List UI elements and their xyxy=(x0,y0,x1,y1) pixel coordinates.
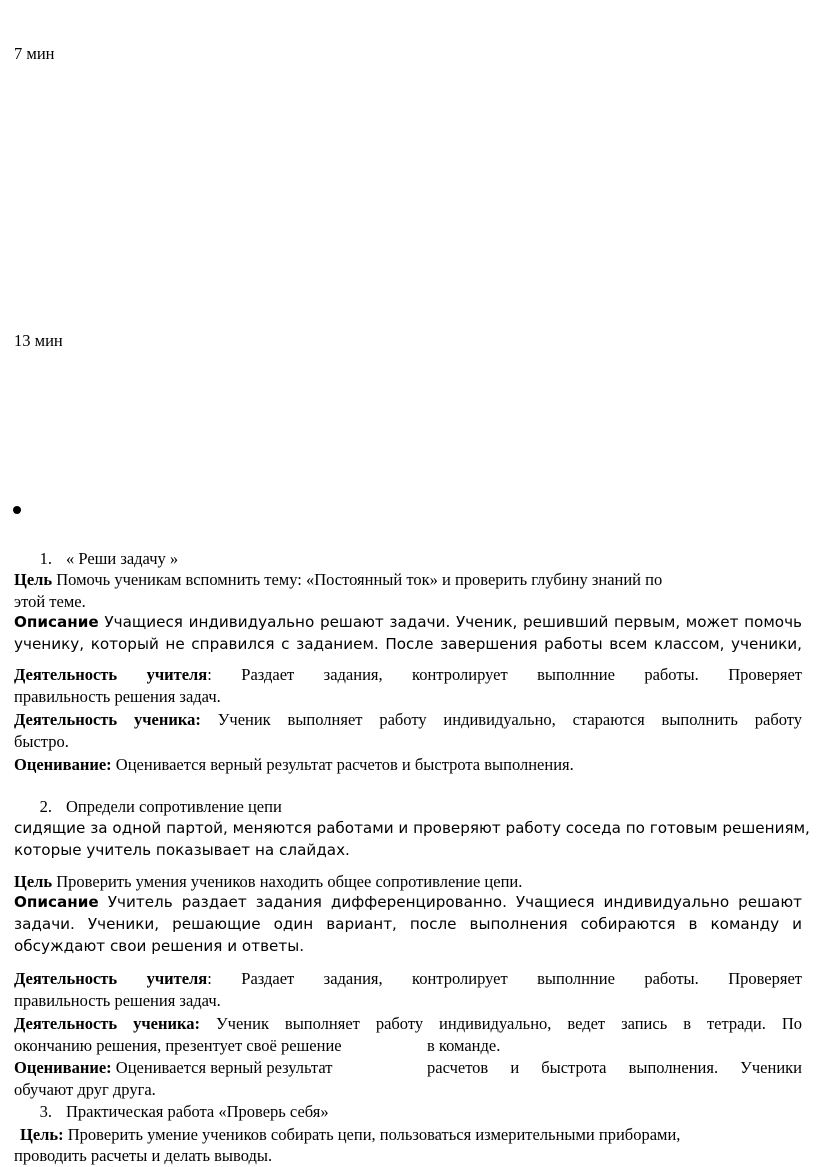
task1-title: « Реши задачу » xyxy=(66,549,179,568)
task2-desc-text: Учитель раздает задания дифференцированно. Учащиеся индивидуально решают xyxy=(98,893,802,911)
task1-desc-label: Описание xyxy=(14,613,99,631)
task2-cont-line1: сидящие за одной партой, меняются работами и проверяют работу соседа по готовым решениям, xyxy=(14,819,810,837)
task3-goal-text: Проверить умение учеников собирать цепи, пользоваться измерительными приборами, xyxy=(63,1125,681,1144)
task1-number: 1. xyxy=(39,549,52,568)
task1-student-line2: быстро. xyxy=(14,732,69,751)
task2-desc-line3: обсуждают свои решения и ответы. xyxy=(14,937,305,955)
task1-goal-line2: этой теме. xyxy=(14,592,86,611)
task2-heading xyxy=(14,796,802,817)
task2-goal-line xyxy=(14,871,802,892)
task1-eval-line xyxy=(14,754,802,775)
task1-teacher-line2: правильность решения задач. xyxy=(14,687,221,706)
task2-student-label: Деятельность ученика: xyxy=(14,1014,200,1033)
task2-student-line1 xyxy=(14,1013,802,1034)
task2-teacher-line1 xyxy=(14,968,802,989)
task2-student-line2 xyxy=(14,1035,802,1056)
task2-desc-line1 xyxy=(14,892,802,913)
task2-student-text-2b: в команде. xyxy=(427,1036,501,1055)
task1-goal-text: Помочь ученикам вспомнить тему: «Постоянный ток» и проверить глубину знаний по xyxy=(52,570,663,589)
task3-number: 3. xyxy=(39,1102,52,1121)
task2-eval-label: Оценивание: xyxy=(14,1058,112,1077)
task1-student-label: Деятельность ученика: xyxy=(14,710,201,729)
task1-desc-line2: ученику, который не справился с заданием. После завершения работы всем классом, ученики, xyxy=(14,635,802,653)
task1-teacher-line1 xyxy=(14,664,802,685)
task2-student-text-2a: окончанию решения, презентует своё решение xyxy=(14,1036,342,1055)
task2-goal-label: Цель xyxy=(14,872,53,891)
task1-student-text: Ученик выполняет работу индивидуально, стараются выполнить работу xyxy=(200,710,802,729)
task1-teacher-text: : Раздает задания, контролирует выполнние работы. Проверяет xyxy=(207,665,802,684)
task3-goal-label: Цель: xyxy=(20,1125,64,1144)
time-label-13: 13 мин xyxy=(14,331,63,350)
task1-eval-label: Оценивание: xyxy=(14,755,112,774)
task1-goal-label: Цель xyxy=(14,570,53,589)
task1-goal-line1 xyxy=(14,569,802,590)
task1-desc-text: Учащиеся индивидуально решают задачи. Ученик, решивший первым, может помочь xyxy=(98,613,802,631)
task3-goal-line1 xyxy=(20,1124,802,1145)
task3-title: Практическая работа «Проверь себя» xyxy=(66,1102,329,1121)
task2-title: Определи сопротивление цепи xyxy=(66,797,282,816)
bullet-marker xyxy=(13,506,21,514)
task2-desc-label: Описание xyxy=(14,893,99,911)
time-label-7: 7 мин xyxy=(14,44,55,63)
task2-teacher-label: Деятельность учителя xyxy=(14,969,208,988)
task2-desc-line2: задачи. Ученики, решающие один вариант, после выполнения собираются в команду и xyxy=(14,915,802,933)
task2-student-text: Ученик выполняет работу индивидуально, ведет запись в тетради. По xyxy=(200,1014,802,1033)
task2-eval-line1 xyxy=(14,1057,802,1078)
task2-eval-text-1b: расчетов и быстрота выполнения. Ученики xyxy=(427,1058,802,1077)
task2-teacher-text: : Раздает задания, контролирует выполнние работы. Проверяет xyxy=(207,969,802,988)
task1-student-line1 xyxy=(14,709,802,730)
task2-eval-line2: обучают друг друга. xyxy=(14,1080,156,1099)
task1-eval-text: Оценивается верный результат расчетов и быстрота выполнения. xyxy=(111,755,574,774)
task1-heading xyxy=(14,548,802,569)
task3-heading xyxy=(14,1101,802,1122)
task2-teacher-line2: правильность решения задач. xyxy=(14,991,221,1010)
task2-goal-text: Проверить умения учеников находить общее сопротивление цепи. xyxy=(52,872,523,891)
task1-desc-line1 xyxy=(14,612,802,633)
task2-eval-text-1a: Оценивается верный результат xyxy=(111,1058,333,1077)
task2-number: 2. xyxy=(39,797,52,816)
task2-cont-line2: которые учитель показывает на слайдах. xyxy=(14,841,350,859)
task1-teacher-label: Деятельность учителя xyxy=(14,665,208,684)
task3-goal-line2: проводить расчеты и делать выводы. xyxy=(14,1146,273,1165)
